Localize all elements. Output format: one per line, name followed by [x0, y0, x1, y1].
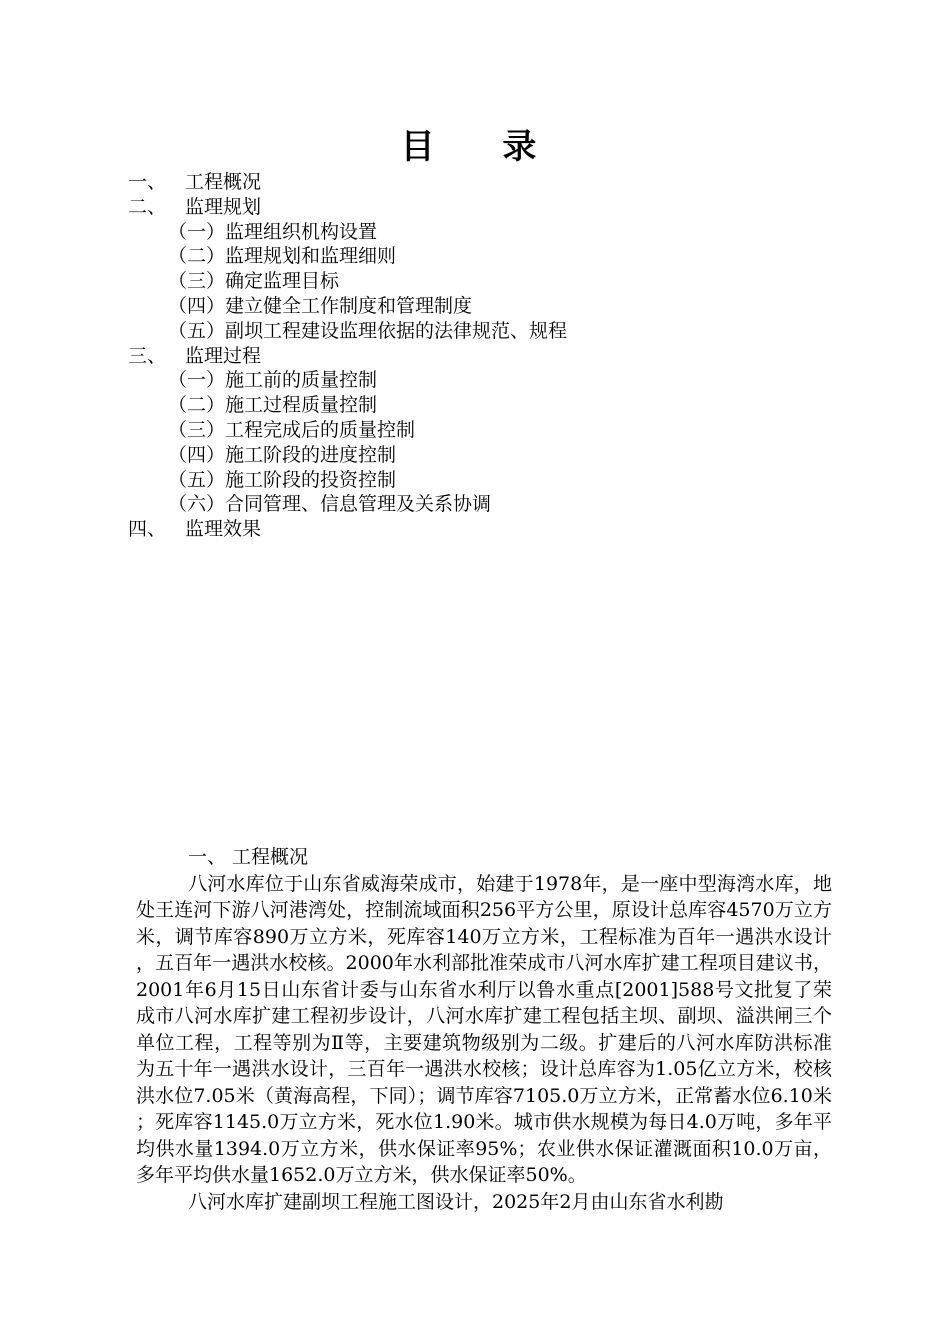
toc-item — [128, 368, 828, 393]
toc-item — [128, 195, 828, 220]
toc-item-number: 一、 — [128, 171, 167, 193]
toc-item-number: （一） — [168, 220, 226, 243]
toc-item-label: 副坝工程建设监理依据的法律规范、规程 — [225, 319, 568, 342]
toc-item-number: （四） — [168, 443, 226, 466]
toc-item-label: 工程完成后的质量控制 — [225, 418, 416, 441]
toc-item-label: 监理规划和监理细则 — [225, 245, 397, 268]
toc-item — [128, 269, 828, 294]
toc-item-label: 监理过程 — [185, 344, 262, 367]
toc-item — [128, 170, 828, 195]
toc-item — [128, 468, 828, 493]
toc-item-number: （一） — [168, 369, 226, 392]
section-heading: 一、 工程概况 — [188, 846, 309, 868]
toc-item — [128, 492, 828, 517]
toc-item-label: 监理规划 — [185, 195, 262, 218]
toc-item-number: （五） — [168, 319, 226, 342]
toc-item-label: 施工过程质量控制 — [225, 394, 378, 417]
toc-title: 目 录 — [400, 127, 565, 167]
toc-item-label: 合同管理、信息管理及关系协调 — [225, 493, 492, 516]
toc-item — [128, 244, 828, 269]
toc-item-label: 施工阶段的进度控制 — [225, 443, 397, 466]
paragraph-overview: 八河水库位于山东省威海荣成市，始建于1978年，是一座中型海湾水库，地处王连河下游八河港湾处，控制流域面积256平方公里，原设计总库容4570万立方米，调节库容890万立方米，死库容140万立方米，工程标准为百年一遇洪水设计，五百年一遇洪水校核。2000年水利部批准荣成市八河水库扩建工程项目建议书，2001年6月15日山东省计委与山东省水利厅以鲁水重点[2001]588号文批复了荣成市八河水库扩建工程初步设计，八河水库扩建工程包括主坝、副坝、溢洪闸三个单位工程，工程等别为Ⅱ等，主要建筑物级别为二级。扩建后的八河水库防洪标准为五十年一遇洪水设计，三百年一遇洪水校核；设计总库容为1.05亿立方米，校核洪水位7.05米（黄海高程，下同）；调节库容7105.0万立方米，正常蓄水位6.10米；死库容1145.0万立方米，死水位1.90米。城市供水规模为每日4.0万吨，多年平均供水量1394.0万立方米，供水保证率95%；农业供水保证灌溉面积10.0万亩，多年平均供水量1652.0万立方米，供水保证率50%。 — [136, 872, 832, 1186]
toc-item-number: （三） — [168, 270, 226, 293]
toc-item-number: （五） — [168, 468, 226, 491]
toc-item — [128, 319, 828, 344]
toc-item — [128, 294, 828, 319]
toc-item-number: （二） — [168, 394, 226, 417]
toc-item-number: 四、 — [128, 518, 167, 541]
toc-item-label: 工程概况 — [185, 171, 262, 193]
toc-item-number: （四） — [168, 294, 226, 317]
toc-item — [128, 443, 828, 468]
toc-item — [128, 220, 828, 245]
toc-item-label: 施工阶段的投资控制 — [225, 468, 397, 491]
toc-item — [128, 393, 828, 418]
toc-item-label: 监理效果 — [185, 518, 262, 541]
toc-item — [128, 517, 828, 542]
toc-item — [128, 418, 828, 443]
paragraph-design: 八河水库扩建副坝工程施工图设计，2025年2月由山东省水利勘 — [188, 1190, 724, 1213]
toc-item-number: （三） — [168, 418, 226, 441]
toc-item — [128, 344, 828, 369]
toc-item-number: （二） — [168, 245, 226, 268]
toc-item-number: （六） — [168, 493, 226, 516]
section-project-overview — [136, 844, 832, 1215]
toc-item-label: 建立健全工作制度和管理制度 — [225, 294, 473, 317]
table-of-contents — [128, 170, 828, 542]
toc-item-label: 施工前的质量控制 — [225, 369, 378, 392]
toc-item-number: 三、 — [128, 344, 167, 367]
toc-item-number: 二、 — [128, 195, 167, 218]
toc-item-label: 监理组织机构设置 — [225, 220, 378, 243]
toc-item-label: 确定监理目标 — [225, 270, 340, 293]
